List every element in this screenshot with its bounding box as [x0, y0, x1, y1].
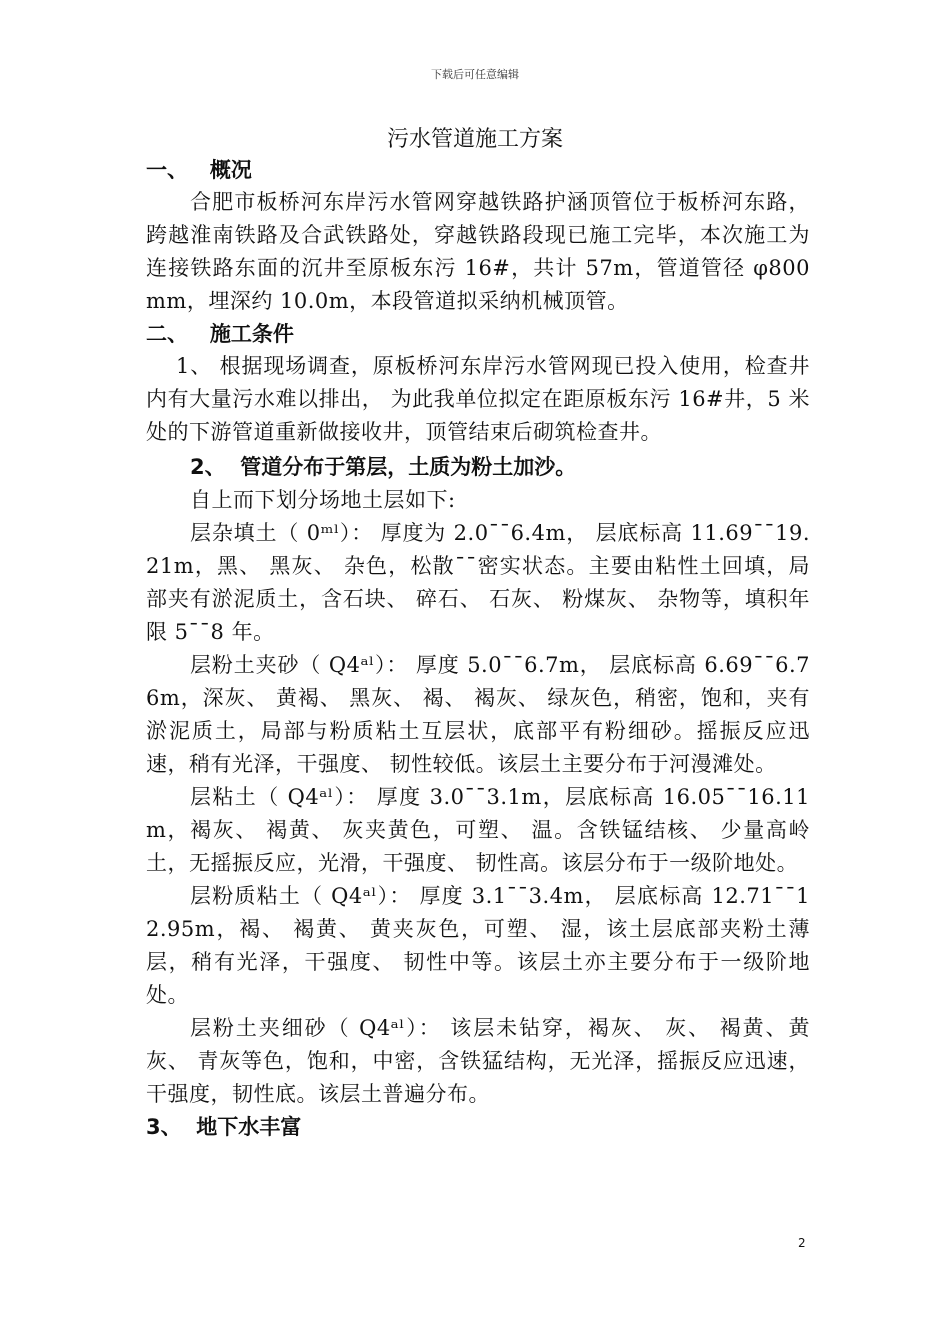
section-heading-conditions: 二、 施工条件 [146, 322, 294, 346]
document-body [146, 154, 810, 1144]
soil-layers-intro: 自上而下划分场地土层如下: [190, 488, 456, 512]
section-heading-overview: 一、 概况 [146, 158, 252, 182]
conditions-paragraph-1: 1、 根据现场调查，原板桥河东岸污水管网现已投入使用，检查井内有大量污水难以排出， 为此我单位拟定在距原板东污 16#井，5 米处的下游管道重新做接收井，顶管结束后砌筑检查井。 [146, 354, 810, 444]
conditions-subheading-3: 3、 地下水丰富 [146, 1115, 302, 1139]
overview-paragraph: 合肥市板桥河东岸污水管网穿越铁路护涵顶管位于板桥河东路，跨越淮南铁路及合武铁路处，穿越铁路段现已施工完毕，本次施工为连接铁路东面的沉井至原板东污 16#，共计 57m，管道管径 φ800mm，埋深约 10.0m，本段管道拟采纳机械顶管。 [146, 190, 810, 313]
conditions-subheading-2: 2、 管道分布于第层，土质为粉土加沙。 [190, 455, 577, 479]
soil-layer-4: 层粉质粘土（ Q4ᵃˡ）： 厚度 3.1¯¯3.4m， 层底标高 12.71¯¯12.95m，褐、 褐黄、 黄夹灰色，可塑、 湿，该土层底部夹粉土薄层，稍有光泽，干强度、 韧性中等。该层土亦主要分布于一级阶地处。 [146, 884, 810, 1007]
soil-layer-3: 层粘土（ Q4ᵃˡ）： 厚度 3.0¯¯3.1m，层底标高 16.05¯¯16.11m，褐灰、 褐黄、 灰夹黄色，可塑、 温。含铁锰结核、 少量高岭土，无摇振反应，光滑，干强度、 韧性高。该层分布于一级阶地处。 [146, 785, 810, 875]
soil-layer-5: 层粉土夹细砂（ Q4ᵃˡ）： 该层未钻穿，褐灰、 灰、 褐黄、黄灰、 青灰等色，饱和，中密，含铁猛结构，无光泽，摇振反应迅速，干强度，韧性底。该层土普遍分布。 [146, 1016, 810, 1106]
page-header: 下载后可任意编辑 [431, 68, 519, 81]
page-number: 2 [798, 1236, 806, 1250]
soil-layer-2: 层粉土夹砂（ Q4ᵃˡ）： 厚度 5.0¯¯6.7m， 层底标高 6.69¯¯6.76m，深灰、 黄褐、 黑灰、 褐、 褐灰、 绿灰色，稍密，饱和，夹有淤泥质土，局部与粉质粘土互层状，底部平有粉细砂。摇振反应迅速，稍有光泽，干强度、 韧性较低。该层土主要分布于河漫滩处。 [146, 653, 810, 776]
document-title: 污水管道施工方案 [386, 127, 563, 152]
soil-layer-1: 层杂填土（ 0ᵐˡ）： 厚度为 2.0¯¯6.4m， 层底标高 11.69¯¯19.21m，黑、 黑灰、 杂色，松散¯¯密实状态。主要由粘性土回填，局部夹有淤泥质土，含石块、 碎石、 石灰、 粉煤灰、 杂物等，填积年限 5¯¯8 年。 [146, 521, 810, 644]
